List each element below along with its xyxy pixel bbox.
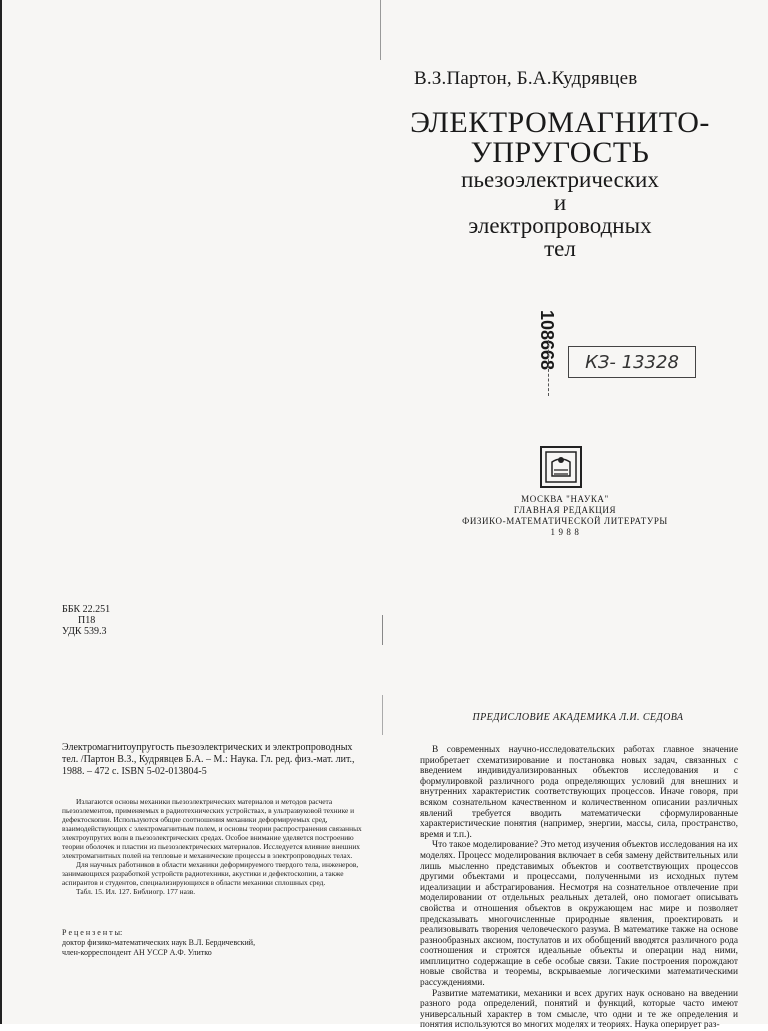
preface-text (420, 745, 738, 1031)
title-line: УПРУГОСТЬ (470, 136, 650, 169)
abstract-paragraph: Излагаются основы механики пьезоэлектрических материалов и методов расчета пьезоэлементов, применяемых в радиотехнических устройствах, в ультразвуковой технике и дефектоскопии. Используются общие соотношения механики деформируемых сред, взаимодействующих с электромагнитным полем, и основы теории распространения связанных электроупругих волн в пьезоэлектрических средах. Особое внимание уделяется построению теории оболочек и пластин из пьезоэлектрических материалов. Исследуется влияние внешних электромагнитных полей на тепловые и механические процессы в электропроводных телах. (62, 797, 362, 860)
subtitle-line: тел (544, 236, 576, 261)
preface-paragraph: Что такое моделирование? Это метод изучения объектов исследования на их моделях. Процесс моделирования включает в себя замену действительных или лишь мысленно представимых объектов и соответствующих процессов другими объектами и процессами, полученными из исходных путем идеализации и абстрагирования. Несмотря на сознательное отвлечение при моделировании от отдельных реальных деталей, оно помогает описывать свойства и отношения объектов в окружающем нас мире и позволяет предсказывать многочисленные природные явления, проектировать и реализовывать творения человеческого разума. В математике также на основе разнообразных аксиом, постулатов и их обобщений вводятся различного рода соотношения и строятся идеальные объекты и операции над ними, имплицитно содержащие в себе особые связи. Такие построения порождают новые свойства и теоремы, вскрываемые логическими математическими рассуждениями. (420, 840, 738, 989)
subtitle-line: пьезоэлектрических (461, 167, 659, 192)
abstract-paragraph: Табл. 15. Ил. 127. Библиогр. 177 назв. (76, 887, 196, 896)
binding-edge (0, 0, 2, 1024)
bbk-code: ББК 22.251 (62, 604, 111, 615)
udk-code: УДК 539.3 (62, 626, 107, 637)
bibliographic-entry: Электромагнитоупругость пьезоэлектрических и электропроводных тел. /Партон В.З., Кудрявцев Б.А. – М.: Наука. Гл. ред. физ.-мат. лит., 1988. – 472 с. ISBN 5-02-013804-5 (62, 742, 355, 777)
book-title (400, 108, 720, 260)
publisher-logo-icon (540, 446, 582, 488)
stamp-line (548, 340, 565, 396)
abstract (62, 797, 362, 896)
preface-paragraph: В современных научно-исследовательских работах главное значение приобретает схематизирование и постановка новых задач, связанных с введением индивидуализированных объектов исследования и с формулировкой различного рода определяющих условий для внешних и внутренних характеристик соответствующих процессов. Иначе говоря, при всяком сознательном качественном и количественном описании различных явлений требуется вводить математически сформулированные характеристические понятия (например, энергии, массы, сила, пространство, время и т.п.). (420, 745, 738, 840)
publication-year: 1 9 8 8 (550, 527, 580, 537)
fold-mark (382, 695, 383, 735)
classification-codes (62, 604, 110, 637)
reviewer: доктор физико-математических наук В.Л. Бердичевский, (62, 938, 256, 947)
publisher-info (440, 494, 690, 538)
author-index: П18 (78, 615, 96, 626)
fold-mark (382, 615, 383, 645)
library-stamp: КЗ- 13328 (568, 346, 696, 378)
reviewers (62, 928, 362, 958)
preface-title: ПРЕДИСЛОВИЕ АКАДЕМИКА Л.И. СЕДОВА (472, 712, 684, 723)
inventory-number-text: 108668 (537, 310, 557, 371)
preface-paragraph: Развитие математики, механики и всех других наук основано на введении разного рода определений, понятий и функций, которые часто имеют универсальный характер в том смысле, что одни и те же определения и понятия используются во многих моделях и теориях. Наука оперирует раз- (420, 988, 738, 1031)
subtitle-line: электропроводных (468, 213, 652, 238)
publisher-city: МОСКВА "НАУКА" (521, 494, 609, 504)
reviewers-heading: Р е ц е н з е н т ы: (62, 928, 123, 937)
title-line: ЭЛЕКТРОМАГНИТО- (410, 106, 710, 139)
fold-line (380, 0, 381, 60)
abstract-paragraph: Для научных работников в области механики деформируемого твердого тела, инженеров, занимающихся разработкой устройств радиотехники, акустики и дефектоскопии, а также аспирантов и студентов, специализирующихся в области механики сплошных сред. (62, 860, 359, 887)
reviewer: член-корреспондент АН УССР А.Ф. Улитко (62, 948, 212, 957)
publisher-dept: ФИЗИКО-МАТЕМАТИЧЕСКОЙ ЛИТЕРАТУРЫ (462, 516, 668, 526)
publisher-office: ГЛАВНАЯ РЕДАКЦИЯ (513, 505, 617, 515)
book-authors: В.З.Партон, Б.А.Кудрявцев (414, 68, 638, 89)
subtitle-line: и (553, 190, 567, 215)
